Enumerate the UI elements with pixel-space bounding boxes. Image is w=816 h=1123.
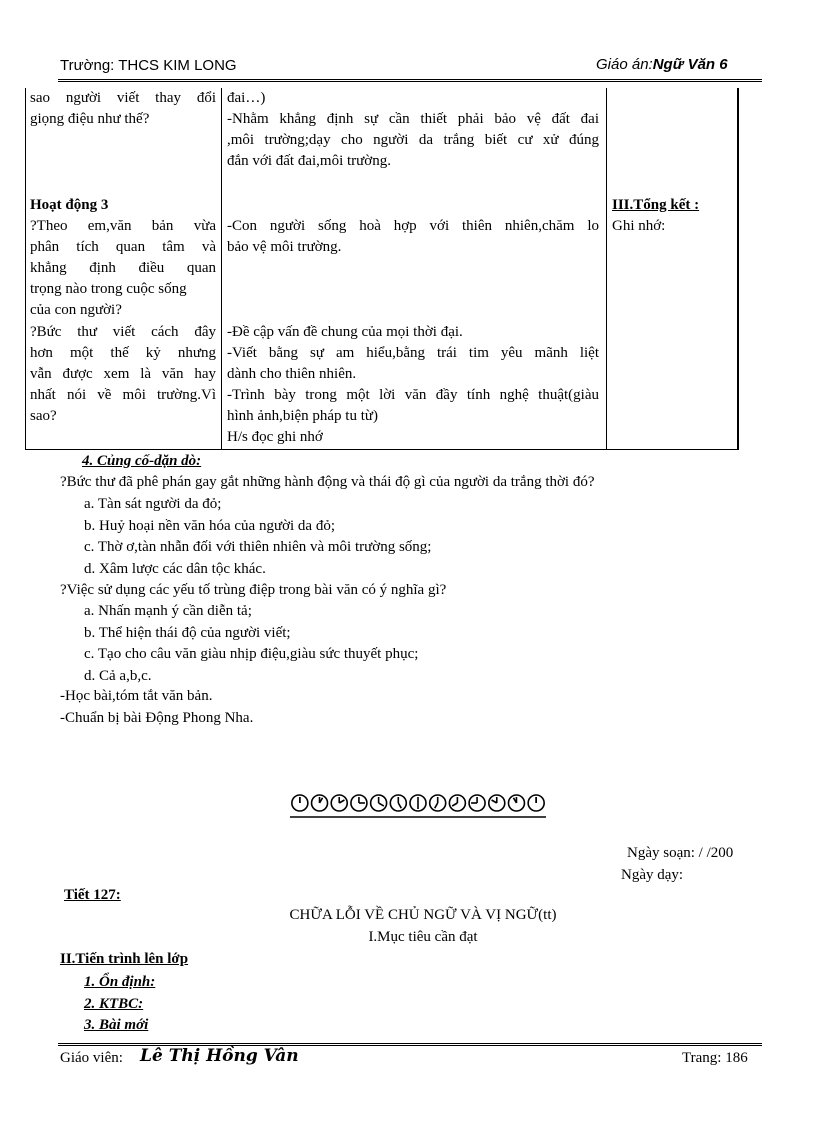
col2-line: hình ảnh,biện pháp tu từ) [227,408,379,424]
col1-line: giọng điệu như thế? [30,111,150,127]
step: 3. Bài mới [84,1017,149,1033]
period-number: Tiết 127: [64,887,121,903]
option: c. Tạo cho câu văn giàu nhịp điệu,giàu sức thuyết phục; [84,646,419,662]
col2-line: H/s đọc ghi nhớ [227,429,323,445]
option: b. Huỷ hoại nền văn hóa của người da đỏ; [84,517,336,534]
col2-line: bảo vệ môi trường. [227,239,342,255]
activity-3-heading: Hoạt động 3 [30,197,109,213]
col1-line: ?Theo em,văn bản vừa [30,218,216,234]
lesson-plan-label [596,56,728,73]
table-divider-1 [221,88,222,450]
table-border-right [737,88,739,450]
col1-line: trọng nào trong cuộc sống [30,281,187,297]
table-divider-2 [606,88,607,450]
section-4-title: 4. Củng cố-dặn dò: [82,453,202,469]
plan-subject: Ngữ Văn 6 [652,56,728,73]
remember-label: Ghi nhớ: [612,218,666,234]
col1-line: phân tích quan tâm và [30,239,216,255]
option: b. Thể hiện thái độ của người viết; [84,624,291,641]
lesson-table [25,88,737,450]
homework-item: -Chuẩn bị bài Động Phong Nha. [60,709,254,726]
option: a. Nhấn mạnh ý cần diễn tả; [84,603,252,619]
lesson-objective: I.Mục tiêu cần đạt [368,929,478,945]
header-divider [58,79,762,82]
question-2: ?Việc sử dụng các yếu tố trùng điệp trong bài văn có ý nghĩa gì? [60,582,447,598]
teacher-label: Giáo viên: [60,1050,123,1066]
col1-line: nhất nói về môi trường.Vì [30,387,216,403]
table-border-left [25,88,26,450]
lesson-title: CHỮA LỖI VỀ CHỦ NGỮ VÀ VỊ NGỮ(tt) [289,907,557,923]
col1-line: khẳng định điều quan [30,260,216,276]
page-number: Trang: 186 [682,1050,748,1066]
homework-item: -Học bài,tóm tắt văn bản. [60,688,213,704]
date-prepared: Ngày soạn: / /200 [627,845,734,861]
teacher-signature: Lê Thị Hồng Vân [140,1046,299,1066]
option: c. Thờ ơ,tàn nhẫn đối với thiên nhiên và môi trường sống; [84,539,432,555]
plan-label: Giáo án: [596,56,653,73]
col1-line: vẫn được xem là văn hay [30,366,216,382]
col2-line: -Trình bày trong một lời văn đầy tính nghệ thuật(giàu [227,387,599,403]
table-border-bottom [25,449,737,450]
col2-line: -Viết bằng sự am hiểu,bằng trái tim yêu mãnh liệt [227,345,599,361]
col1-line: của con người? [30,302,122,318]
col1-line: sao? [30,408,57,424]
col2-line: đắn với đất đai,môi trường. [227,153,391,169]
col2-line: dành cho thiên nhiên. [227,366,357,382]
col2-line: -Con người sống hoà hợp với thiên nhiên,chăm lo [227,218,599,234]
option: d. Cả a,b,c. [84,667,152,684]
step: 2. KTBC: [84,995,144,1012]
col2-line: -Đề cập vấn đề chung của mọi thời đại. [227,324,463,340]
homework [60,686,253,729]
date-taught: Ngày dạy: [621,867,684,883]
process-steps [84,972,155,1037]
question-1-options [84,494,431,580]
clock-ornament-divider [290,790,546,820]
col2-line: -Nhằm khẳng định sự cần thiết phải bảo vệ đất đai [227,111,599,127]
col1-line: ?Bức thư viết cách đây [30,324,216,340]
col2-line: ,môi trường;dạy cho người da trắng biết cư xử đúng [227,132,599,148]
col2-line: đai…) [227,90,266,106]
step: 1. Ổn định: [84,974,156,990]
col1-line: sao người viết thay đổi [30,90,216,106]
process-heading: II.Tiến trình lên lớp [60,951,189,967]
col1-line: hơn một thế kỷ nhưng [30,345,216,361]
summary-heading: III.Tổng kết : [612,197,700,213]
question-2-options [84,601,418,687]
option: a. Tàn sát người da đỏ; [84,496,222,512]
question-1: ?Bức thư đã phê phán gay gắt những hành động và thái độ gì của người da trắng thời đó? [60,474,595,490]
school-name: Trường: THCS KIM LONG [60,57,237,74]
option: d. Xâm lược các dân tộc khác. [84,560,266,577]
